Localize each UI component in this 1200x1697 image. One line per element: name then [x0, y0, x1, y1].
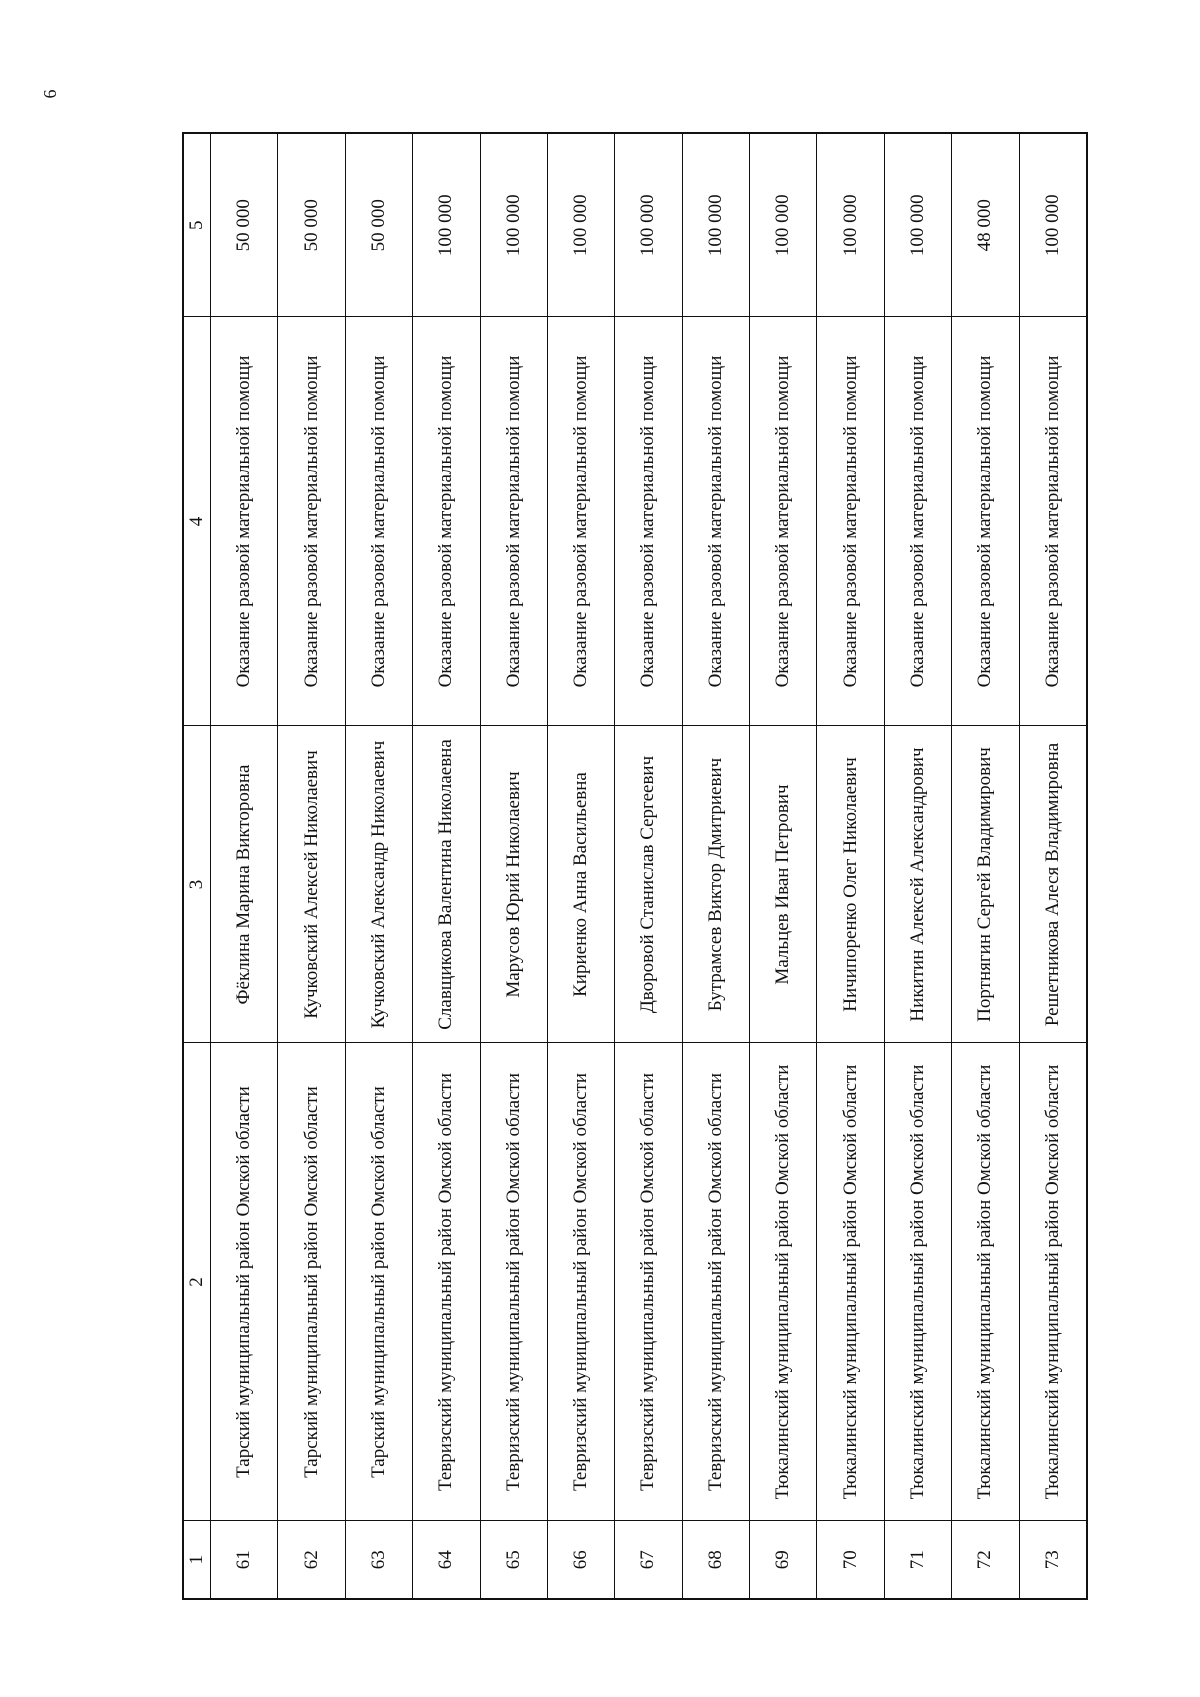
row-number: 71 — [884, 1521, 951, 1599]
table-row — [547, 133, 614, 1599]
header-row — [183, 133, 211, 1599]
table-row — [884, 133, 951, 1599]
purpose-cell: Оказание разовой материальной помощи — [480, 317, 547, 726]
row-number: 72 — [952, 1521, 1019, 1599]
header-col-recipient: 3 — [183, 726, 211, 1043]
rotated-table-container — [182, 134, 1088, 1600]
district-cell: Тюкалинский муниципальный район Омской области — [1019, 1043, 1087, 1521]
amount-cell: 100 000 — [480, 133, 547, 317]
table-row — [345, 133, 412, 1599]
district-cell: Тевризский муниципальный район Омской области — [480, 1043, 547, 1521]
recipient-cell: Кучковский Александр Николаевич — [345, 726, 412, 1043]
header-col-number: 1 — [183, 1521, 211, 1599]
recipient-cell: Кучковский Алексей Николаевич — [278, 726, 345, 1043]
amount-cell: 100 000 — [1019, 133, 1087, 317]
purpose-cell: Оказание разовой материальной помощи — [1019, 317, 1087, 726]
row-number: 70 — [817, 1521, 884, 1599]
district-cell: Тарский муниципальный район Омской области — [345, 1043, 412, 1521]
row-number: 64 — [413, 1521, 480, 1599]
row-number: 68 — [682, 1521, 749, 1599]
table-row — [817, 133, 884, 1599]
table-row — [682, 133, 749, 1599]
assistance-table — [182, 132, 1088, 1600]
table-row — [278, 133, 345, 1599]
recipient-cell: Славщикова Валентина Николаевна — [413, 726, 480, 1043]
district-cell: Тарский муниципальный район Омской области — [211, 1043, 278, 1521]
purpose-cell: Оказание разовой материальной помощи — [547, 317, 614, 726]
recipient-cell: Кириенко Анна Васильевна — [547, 726, 614, 1043]
district-cell: Тевризский муниципальный район Омской области — [547, 1043, 614, 1521]
district-cell: Тюкалинский муниципальный район Омской области — [952, 1043, 1019, 1521]
recipient-cell: Ничипоренко Олег Николаевич — [817, 726, 884, 1043]
district-cell: Тевризский муниципальный район Омской области — [682, 1043, 749, 1521]
header-col-purpose: 4 — [183, 317, 211, 726]
header-col-amount: 5 — [183, 133, 211, 317]
amount-cell: 100 000 — [750, 133, 817, 317]
purpose-cell: Оказание разовой материальной помощи — [817, 317, 884, 726]
district-cell: Тевризский муниципальный район Омской области — [615, 1043, 682, 1521]
purpose-cell: Оказание разовой материальной помощи — [211, 317, 278, 726]
recipient-cell: Никитин Алексей Александрович — [884, 726, 951, 1043]
row-number: 65 — [480, 1521, 547, 1599]
table-row — [615, 133, 682, 1599]
amount-cell: 100 000 — [884, 133, 951, 317]
row-number: 63 — [345, 1521, 412, 1599]
table-row — [1019, 133, 1087, 1599]
header-col-district: 2 — [183, 1043, 211, 1521]
recipient-cell: Портнягин Сергей Владимирович — [952, 726, 1019, 1043]
district-cell: Тюкалинский муниципальный район Омской области — [884, 1043, 951, 1521]
purpose-cell: Оказание разовой материальной помощи — [345, 317, 412, 726]
district-cell: Тюкалинский муниципальный район Омской области — [750, 1043, 817, 1521]
table-row — [211, 133, 278, 1599]
recipient-cell: Бутрамсев Виктор Дмитриевич — [682, 726, 749, 1043]
amount-cell: 100 000 — [547, 133, 614, 317]
page-number: 6 — [40, 89, 60, 99]
row-number: 61 — [211, 1521, 278, 1599]
amount-cell: 100 000 — [682, 133, 749, 317]
table-row — [750, 133, 817, 1599]
recipient-cell: Решетникова Алеся Владимировна — [1019, 726, 1087, 1043]
recipient-cell: Марусов Юрий Николаевич — [480, 726, 547, 1043]
purpose-cell: Оказание разовой материальной помощи — [952, 317, 1019, 726]
row-number: 66 — [547, 1521, 614, 1599]
table-row — [413, 133, 480, 1599]
amount-cell: 100 000 — [413, 133, 480, 317]
purpose-cell: Оказание разовой материальной помощи — [278, 317, 345, 726]
purpose-cell: Оказание разовой материальной помощи — [615, 317, 682, 726]
district-cell: Тюкалинский муниципальный район Омской области — [817, 1043, 884, 1521]
purpose-cell: Оказание разовой материальной помощи — [682, 317, 749, 726]
row-number: 73 — [1019, 1521, 1087, 1599]
recipient-cell: Дворовой Станислав Сергеевич — [615, 726, 682, 1043]
table-row — [480, 133, 547, 1599]
row-number: 67 — [615, 1521, 682, 1599]
district-cell: Тевризский муниципальный район Омской области — [413, 1043, 480, 1521]
amount-cell: 50 000 — [345, 133, 412, 317]
recipient-cell: Фёклина Марина Викторовна — [211, 726, 278, 1043]
purpose-cell: Оказание разовой материальной помощи — [750, 317, 817, 726]
purpose-cell: Оказание разовой материальной помощи — [884, 317, 951, 726]
table-row — [952, 133, 1019, 1599]
amount-cell: 50 000 — [211, 133, 278, 317]
amount-cell: 100 000 — [615, 133, 682, 317]
purpose-cell: Оказание разовой материальной помощи — [413, 317, 480, 726]
amount-cell: 100 000 — [817, 133, 884, 317]
row-number: 69 — [750, 1521, 817, 1599]
amount-cell: 50 000 — [278, 133, 345, 317]
amount-cell: 48 000 — [952, 133, 1019, 317]
district-cell: Тарский муниципальный район Омской области — [278, 1043, 345, 1521]
recipient-cell: Мальцев Иван Петрович — [750, 726, 817, 1043]
row-number: 62 — [278, 1521, 345, 1599]
